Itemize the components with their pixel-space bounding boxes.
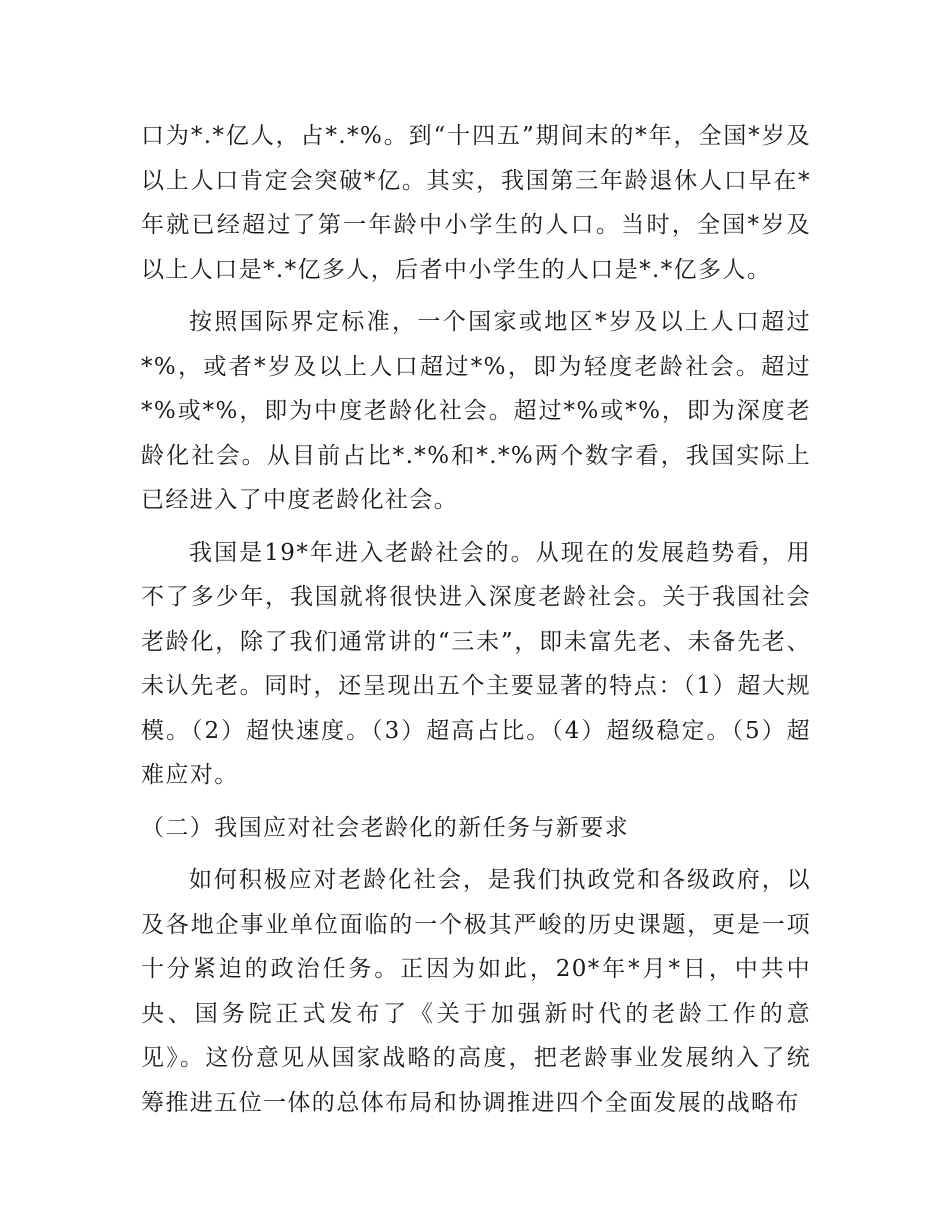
section-heading: （二）我国应对社会老龄化的新任务与新要求: [141, 814, 629, 841]
document-body: [141, 114, 811, 1125]
paragraph-new-tasks: 如何积极应对老龄化社会，是我们执政党和各级政府，以及各地企事业单位面临的一个极其严峻的历史课题，更是一项十分紧迫的政治任务。正因为如此，20*年*月*日，中共中央、国务院正式发布了《关于加强新时代的老龄工作的意见》。这份意见从国家战略的高度，把老龄事业发展纳入了统筹推进五位一体的总体布局和协调推进四个全面发展的战略布: [141, 867, 811, 1116]
paragraph-aging-characteristics: 我国是19*年进入老龄社会的。从现在的发展趋势看，用不了多少年，我国就将很快进入深度老龄社会。关于我国社会老龄化，除了我们通常讲的“三未”，即未富先老、未备先老、未认先老。同时，还呈现出五个主要显著的特点：（1）超大规模。（2）超快速度。（3）超高占比。（4）超级稳定。（5）超难应对。: [141, 539, 811, 788]
paragraph-population-continuation: 口为*.*亿人，占*.*%。到“十四五”期间末的*年，全国*岁及以上人口肯定会突破*亿。其实，我国第三年龄退休人口早在*年就已经超过了第一年龄中小学生的人口。当时，全国*岁及以上人口是*.*亿多人，后者中小学生的人口是*.*亿多人。: [141, 123, 811, 283]
paragraph-international-standard: 按照国际界定标准，一个国家或地区*岁及以上人口超过*%，或者*岁及以上人口超过*%，即为轻度老龄社会。超过*%或*%，即为中度老龄化社会。超过*%或*%，即为深度老龄化社会。从目前占比*.*%和*.*%两个数字看，我国实际上已经进入了中度老龄化社会。: [141, 309, 811, 513]
